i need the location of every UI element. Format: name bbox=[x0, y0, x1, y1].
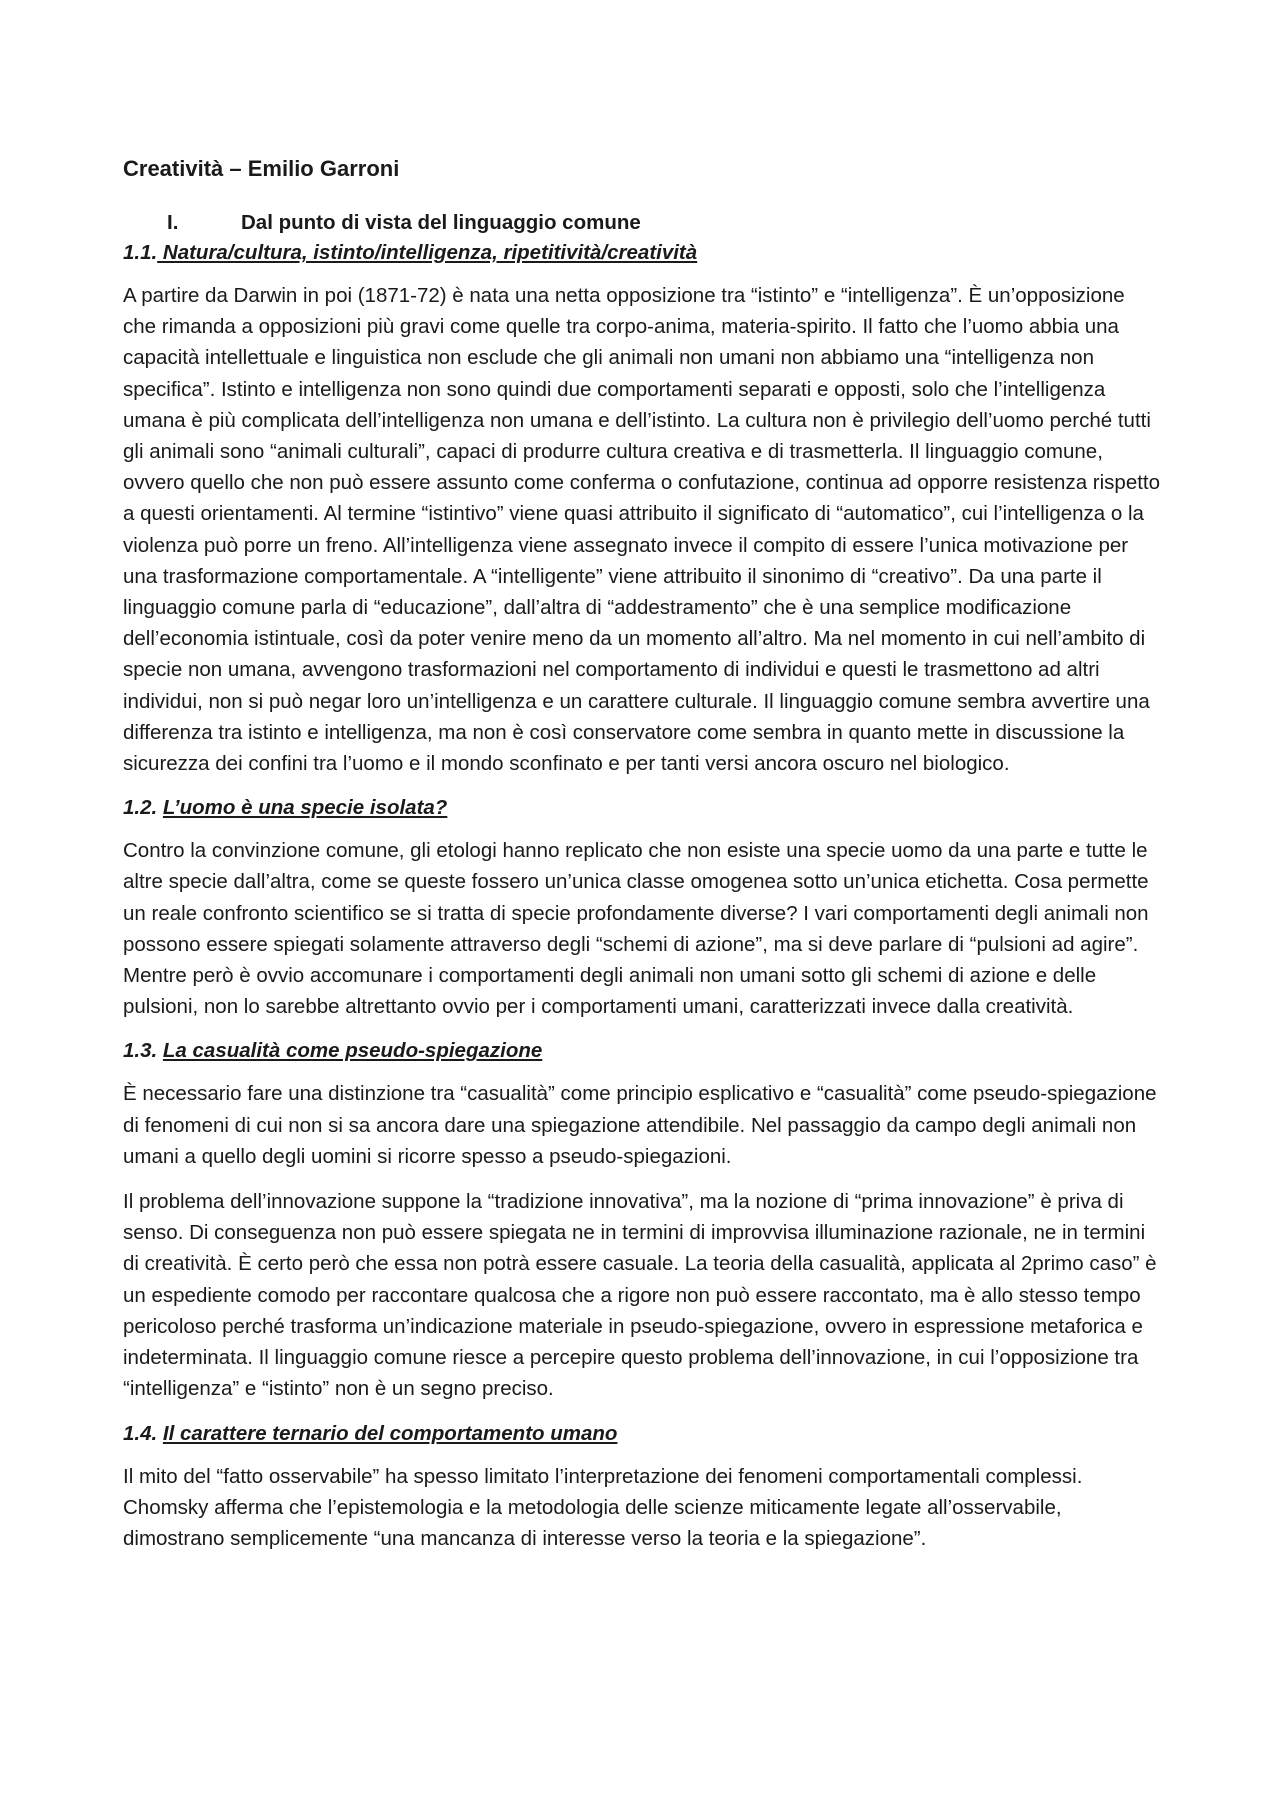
document-page bbox=[123, 152, 1163, 1568]
section-heading bbox=[123, 793, 1163, 823]
paragraph: È necessario fare una distinzione tra “casualità” come principio esplicativo e “casualità” come pseudo-spiegazione di fenomeni di cui non si sa ancora dare una spiegazione attendibile. Nel passaggio da campo degli animali non umani a quello degli uomini si ricorre spesso a pseudo-spiegazioni. bbox=[123, 1082, 1157, 1168]
section-title: Natura/cultura, istinto/intelligenza, ripetitività/creatività bbox=[157, 241, 698, 264]
chapter-title: Dal punto di vista del linguaggio comune bbox=[241, 211, 641, 234]
section-number: 1.3. bbox=[123, 1039, 158, 1063]
section-heading bbox=[123, 1036, 1163, 1066]
section-1-2 bbox=[123, 793, 1163, 1022]
section-title: L’uomo è una specie isolata? bbox=[162, 796, 448, 820]
paragraph: Il problema dell’innovazione suppone la “tradizione innovativa”, ma la nozione di “prima innovazione” è priva di senso. Di conseguenza non può essere spiegata ne in termini di improvvisa illuminazione razionale, ne in termini di creatività. È certo però che essa non potrà essere casuale. La teoria della casualità, applicata al 2primo caso” è un espediente comodo per raccontare qualcosa che a rigore non può essere raccontato, ma è allo stesso tempo pericoloso perché trasforma un’indicazione materiale in pseudo-spiegazione, ovvero in espressione metaforica e indeterminata. Il linguaggio comune riesce a percepire questo problema dell’innovazione, in cui l’opposizione tra “intelligenza” e “istinto” non è un segno preciso. bbox=[123, 1190, 1157, 1401]
section-number: 1.4. bbox=[123, 1421, 158, 1445]
section-number: 1.2. bbox=[123, 796, 158, 820]
section-number: 1.1. bbox=[123, 241, 158, 264]
section-1-4 bbox=[123, 1419, 1163, 1555]
paragraph: Contro la convinzione comune, gli etologi hanno replicato che non esiste una specie uomo da una parte e tutte le altre specie dall’altra, come se queste fossero un’unica classe omogenea sotto un’unica etichetta. Cosa permette un reale confronto scientifico se si tratta di specie profondamente diverse? I vari comportamenti degli animali non possono essere spiegati solamente attraverso degli “schemi di azione”, ma si deve parlare di “pulsioni ad agire”. Mentre però è ovvio accomunare i comportamenti degli animali non umani sotto gli schemi di azione e delle pulsioni, non lo sarebbe altrettanto ovvio per i comportamenti umani, caratterizzati invece dalla creatività. bbox=[123, 839, 1149, 1019]
section-heading bbox=[123, 1419, 1163, 1449]
section-1-1 bbox=[123, 238, 1163, 779]
section-heading bbox=[123, 238, 1163, 268]
section-title: Il carattere ternario del comportamento umano bbox=[162, 1421, 618, 1445]
section-1-3 bbox=[123, 1036, 1163, 1404]
chapter-heading bbox=[123, 208, 1163, 238]
paragraph: A partire da Darwin in poi (1871-72) è nata una netta opposizione tra “istinto” e “intelligenza”. È un’opposizione che rimanda a opposizioni più gravi come quelle tra corpo-anima, materia-spirito. Il fatto che l’uomo abbia una capacità intellettuale e linguistica non esclude che gli animali non umani non abbiamo una “intelligenza non specifica”. Istinto e intelligenza non sono quindi due comportamenti separati e opposti, solo che l’intelligenza umana è più complicata dell’intelligenza non umana e dell’istinto. La cultura non è privilegio dell’uomo perché tutti gli animali sono “animali culturali”, capaci di produrre cultura creativa e di trasmetterla. Il linguaggio comune, ovvero quello che non può essere assunto come conferma o confutazione, continua ad opporre resistenza rispetto a questi orientamenti. Al termine “istintivo” viene quasi attribuito il significato di “automatico”, cui l’intelligenza o la violenza può porre un freno. All’intelligenza viene assegnato invece il compito di essere l’unica motivazione per una trasformazione comportamentale. A “intelligente” viene attribuito il sinonimo di “creativo”. Da una parte il linguaggio comune parla di “educazione”, dall’altra di “addestramento” che è una semplice modificazione dell’economia istintuale, così da poter venire meno da un momento all’altro. Ma nel momento in cui nell’ambito di specie non umana, avvengono trasformazioni nel comportamento di individui e questi le trasmettono ad altri individui, non si può negar loro un’intelligenza e un carattere culturale. Il linguaggio comune sembra avvertire una differenza tra istinto e intelligenza, ma non è così conservatore come sembra in quanto mette in discussione la sicurezza dei confini tra l’uomo e il mondo sconfinato e per tanti versi ancora oscuro nel biologico. bbox=[123, 284, 1161, 776]
section-title: La casualità come pseudo-spiegazione bbox=[162, 1039, 543, 1063]
chapter-number: I. bbox=[167, 211, 179, 234]
paragraph: Il mito del “fatto osservabile” ha spesso limitato l’interpretazione dei fenomeni comportamentali complessi. Chomsky afferma che l’epistemologia e la metodologia delle scienze miticamente legate all’osservabile, dimostrano semplicemente “una mancanza di interesse verso la teoria e la spiegazione”. bbox=[123, 1464, 1083, 1550]
document-title: Creatività – Emilio Garroni bbox=[123, 156, 400, 181]
